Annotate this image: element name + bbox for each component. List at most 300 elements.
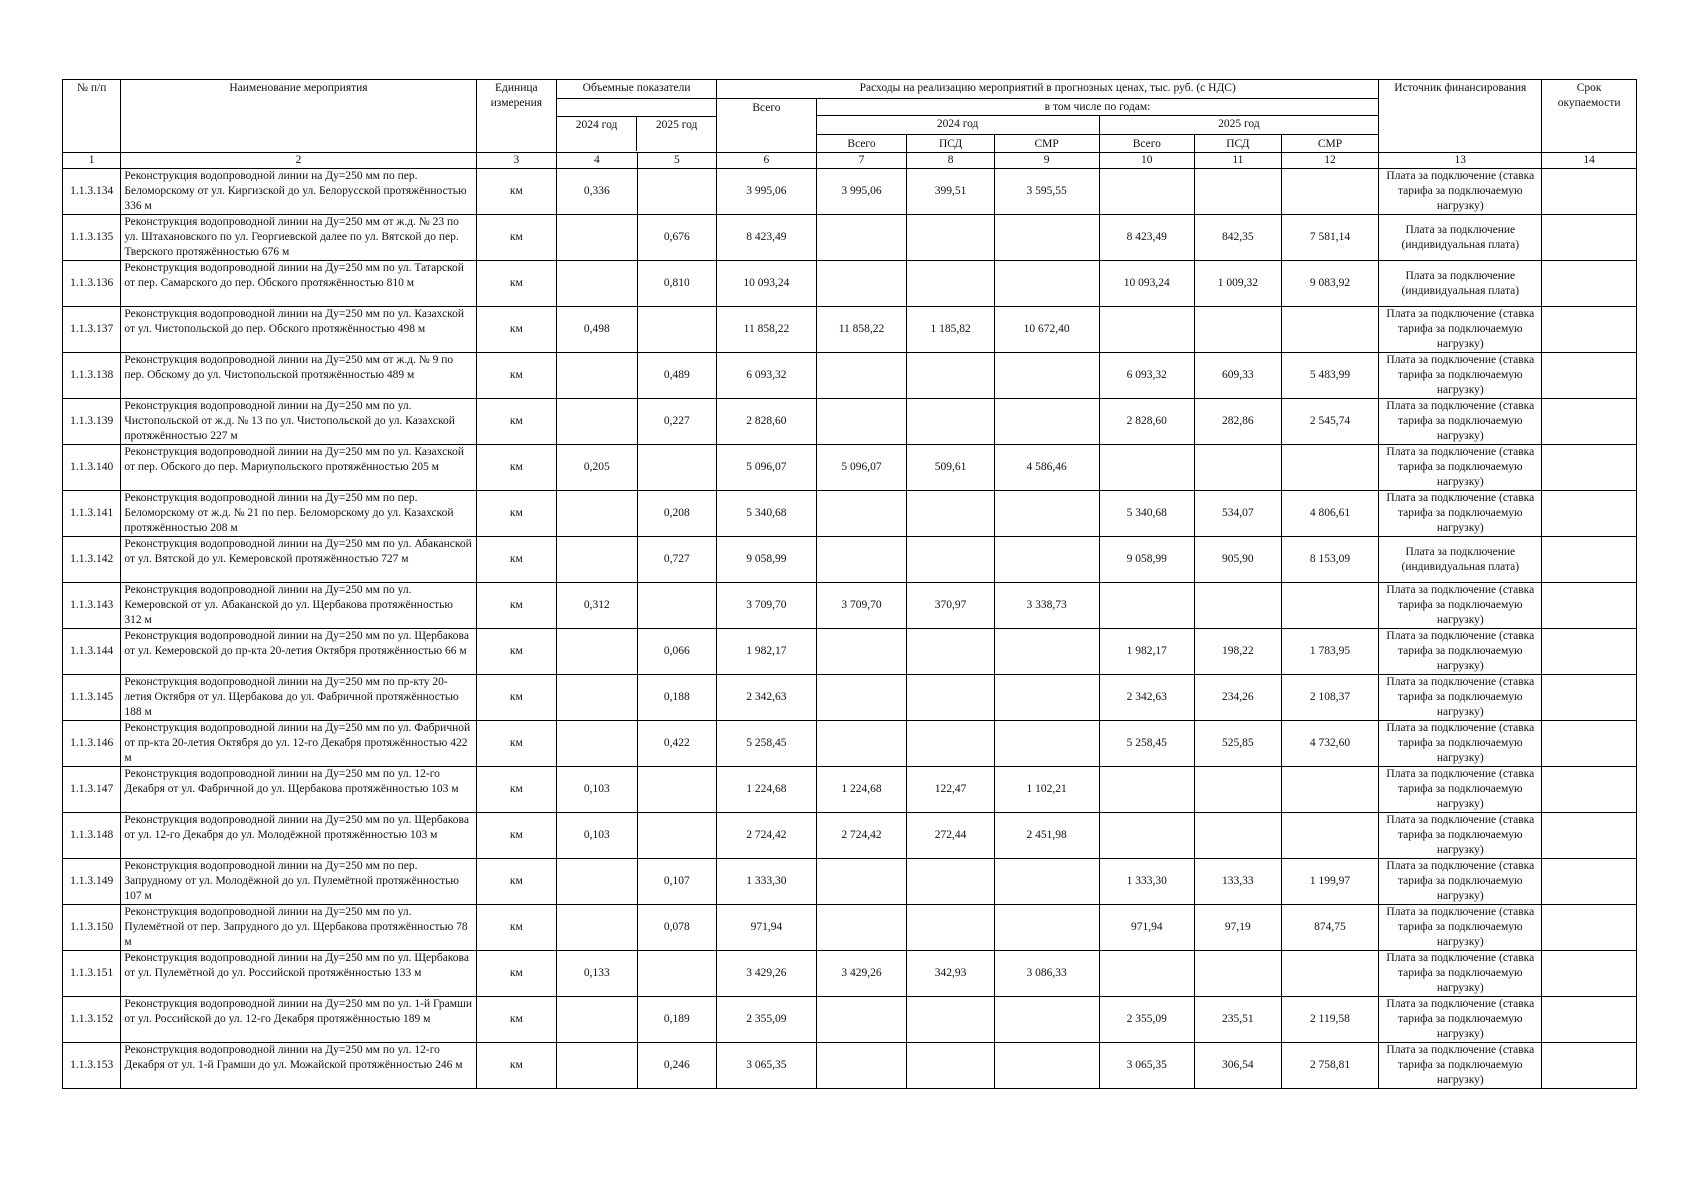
table-row: [63, 767, 1637, 813]
row-name-text: Реконструкция водопроводной линии на Ду=250 мм по ул. Щербакова от ул. 12-го Декабря до ул. Молодёжной протяжённостью 103 м: [124, 814, 469, 841]
row-2025-total: 2 828,60: [1099, 399, 1195, 445]
row-unit: км: [476, 813, 557, 859]
row-source-text: Плата за подключение (ставка тарифа за подключаемую нагрузку): [1386, 676, 1535, 718]
row-volume-2025: 0,208: [637, 491, 717, 537]
row-unit: км: [476, 307, 557, 353]
row-volume-2025: 0,188: [637, 675, 717, 721]
row-2024-psd: [907, 537, 995, 583]
row-2024-psd: 122,47: [907, 767, 995, 813]
row-source: [1379, 445, 1542, 491]
row-payback: [1542, 261, 1637, 307]
row-payback: [1542, 445, 1637, 491]
row-2025-smr: [1281, 307, 1379, 353]
header-source: Источник финансирования: [1379, 80, 1542, 153]
row-volume-2024: [557, 1043, 638, 1089]
row-payback: [1542, 1043, 1637, 1089]
column-number: 13: [1379, 153, 1542, 169]
row-source-text: Плата за подключение (ставка тарифа за подключаемую нагрузку): [1386, 814, 1535, 856]
row-name-text: Реконструкция водопроводной линии на Ду=250 мм по пр-кту 20-летия Октября от ул. Щербакова до ул. Фабричной протяжённостью 188 м: [124, 676, 459, 718]
row-payback: [1542, 353, 1637, 399]
row-total: 2 355,09: [717, 997, 817, 1043]
column-number: 10: [1099, 153, 1195, 169]
table-row: [63, 583, 1637, 629]
header-costs: Расходы на реализацию мероприятий в прогнозных ценах, тыс. руб. (с НДС): [717, 80, 1379, 99]
row-number: 1.1.3.138: [63, 353, 121, 399]
row-source-text: Плата за подключение (ставка тарифа за подключаемую нагрузку): [1386, 722, 1535, 764]
row-number: 1.1.3.135: [63, 215, 121, 261]
row-unit: км: [476, 721, 557, 767]
row-2025-psd: 534,07: [1195, 491, 1282, 537]
column-number: 2: [121, 153, 476, 169]
row-source: [1379, 169, 1542, 215]
row-total: 2 828,60: [717, 399, 817, 445]
row-total: 1 224,68: [717, 767, 817, 813]
table-row: [63, 859, 1637, 905]
header-volume-2025: 2025 год: [655, 118, 698, 131]
row-name: [121, 583, 476, 629]
row-volume-2024: 0,336: [557, 169, 638, 215]
row-source: [1379, 813, 1542, 859]
row-2025-psd: 234,26: [1195, 675, 1282, 721]
row-2025-psd: 905,90: [1195, 537, 1282, 583]
row-2024-smr: [994, 215, 1099, 261]
row-volume-2025: 0,227: [637, 399, 717, 445]
row-2024-total: [816, 215, 907, 261]
row-2024-smr: 10 672,40: [994, 307, 1099, 353]
row-volume-2025: [637, 813, 717, 859]
row-name: [121, 859, 476, 905]
row-name-text: Реконструкция водопроводной линии на Ду=250 мм по ул. Абаканской от ул. Вятской до ул. Кемеровской протяжённостью 727 м: [124, 538, 472, 565]
column-number: 8: [907, 153, 995, 169]
row-volume-2024: [557, 905, 638, 951]
row-source: [1379, 997, 1542, 1043]
row-2025-psd: [1195, 445, 1282, 491]
row-volume-2024: [557, 629, 638, 675]
row-volume-2025: 0,246: [637, 1043, 717, 1089]
row-number: 1.1.3.148: [63, 813, 121, 859]
row-2024-smr: 2 451,98: [994, 813, 1099, 859]
row-unit: км: [476, 675, 557, 721]
column-number: 7: [816, 153, 907, 169]
row-2024-smr: [994, 905, 1099, 951]
row-name: [121, 537, 476, 583]
row-source-text: Плата за подключение (ставка тарифа за подключаемую нагрузку): [1386, 906, 1535, 948]
row-volume-2024: [557, 215, 638, 261]
row-number: 1.1.3.144: [63, 629, 121, 675]
row-total: 3 429,26: [717, 951, 817, 997]
header-total: Всего: [717, 99, 817, 153]
table-row: [63, 215, 1637, 261]
table-row: [63, 721, 1637, 767]
row-name: [121, 629, 476, 675]
row-total: 2 342,63: [717, 675, 817, 721]
row-2024-smr: [994, 997, 1099, 1043]
row-2025-total: [1099, 307, 1195, 353]
row-name: [121, 491, 476, 537]
column-number: 3: [476, 153, 557, 169]
row-source: [1379, 537, 1542, 583]
row-2024-smr: [994, 537, 1099, 583]
table-row: [63, 261, 1637, 307]
row-volume-2024: [557, 353, 638, 399]
row-2025-total: [1099, 813, 1195, 859]
row-2025-smr: 7 581,14: [1281, 215, 1379, 261]
row-name: [121, 261, 476, 307]
row-payback: [1542, 721, 1637, 767]
row-2025-psd: [1195, 307, 1282, 353]
row-2025-total: 5 340,68: [1099, 491, 1195, 537]
row-unit: км: [476, 491, 557, 537]
row-2025-psd: [1195, 813, 1282, 859]
row-name-text: Реконструкция водопроводной линии на Ду=250 мм по пер. Беломорскому от ж.д. № 21 по пер. Беломорскому до ул. Казахской протяжённостью 208 м: [124, 492, 454, 534]
row-payback: [1542, 951, 1637, 997]
row-source: [1379, 307, 1542, 353]
row-unit: км: [476, 169, 557, 215]
row-volume-2025: [637, 951, 717, 997]
row-2025-total: 1 333,30: [1099, 859, 1195, 905]
row-payback: [1542, 675, 1637, 721]
row-payback: [1542, 767, 1637, 813]
investment-table: [62, 79, 1637, 1089]
row-name: [121, 997, 476, 1043]
column-number: 6: [717, 153, 817, 169]
table-row: [63, 997, 1637, 1043]
row-2024-psd: [907, 261, 995, 307]
header-2024: 2024 год: [816, 116, 1099, 135]
row-volume-2024: [557, 721, 638, 767]
row-name: [121, 905, 476, 951]
row-2024-total: [816, 1043, 907, 1089]
row-2024-psd: 509,61: [907, 445, 995, 491]
row-source: [1379, 721, 1542, 767]
row-number: 1.1.3.141: [63, 491, 121, 537]
row-2024-total: 11 858,22: [816, 307, 907, 353]
row-number: 1.1.3.139: [63, 399, 121, 445]
row-source-text: Плата за подключение (ставка тарифа за подключаемую нагрузку): [1386, 354, 1535, 396]
row-2024-smr: [994, 353, 1099, 399]
row-source-text: Плата за подключение (ставка тарифа за подключаемую нагрузку): [1386, 400, 1535, 442]
table-row: [63, 905, 1637, 951]
row-name-text: Реконструкция водопроводной линии на Ду=250 мм от ж.д. № 9 по пер. Обскому до ул. Чистопольской протяжённостью 489 м: [124, 354, 454, 381]
row-2024-psd: 272,44: [907, 813, 995, 859]
row-2024-psd: [907, 905, 995, 951]
row-2024-smr: [994, 399, 1099, 445]
row-volume-2024: [557, 859, 638, 905]
row-2025-smr: 2 545,74: [1281, 399, 1379, 445]
row-total: 3 995,06: [717, 169, 817, 215]
row-number: 1.1.3.145: [63, 675, 121, 721]
row-2024-total: [816, 261, 907, 307]
row-2025-total: 2 355,09: [1099, 997, 1195, 1043]
row-2025-psd: 198,22: [1195, 629, 1282, 675]
row-name-text: Реконструкция водопроводной линии на Ду=250 мм по пер. Беломорскому от ул. Киргизской до ул. Белорусской протяжённостью 336 м: [124, 170, 467, 212]
row-2025-smr: [1281, 445, 1379, 491]
row-2025-psd: 133,33: [1195, 859, 1282, 905]
row-source-text: Плата за подключение (индивидуальная плата): [1401, 223, 1520, 251]
row-volume-2024: [557, 261, 638, 307]
table-body: [63, 169, 1637, 1089]
row-total: 9 058,99: [717, 537, 817, 583]
row-2025-smr: 1 783,95: [1281, 629, 1379, 675]
row-source: [1379, 905, 1542, 951]
row-2024-smr: [994, 491, 1099, 537]
table-row: [63, 399, 1637, 445]
table-row: [63, 169, 1637, 215]
row-2025-smr: [1281, 767, 1379, 813]
row-2025-total: 2 342,63: [1099, 675, 1195, 721]
header-name: Наименование мероприятия: [121, 80, 476, 153]
row-total: 10 093,24: [717, 261, 817, 307]
row-2024-total: [816, 675, 907, 721]
header-payback: Срок окупаемости: [1542, 80, 1637, 153]
header-2024-smr: СМР: [994, 135, 1099, 153]
header-volume-2024: 2024 год: [557, 116, 637, 151]
column-number-row: [63, 153, 1637, 169]
header-2024-total: Всего: [816, 135, 907, 153]
row-total: 971,94: [717, 905, 817, 951]
row-volume-2024: 0,498: [557, 307, 638, 353]
row-2025-smr: 9 083,92: [1281, 261, 1379, 307]
row-name: [121, 813, 476, 859]
row-2025-total: 10 093,24: [1099, 261, 1195, 307]
row-2024-psd: [907, 675, 995, 721]
row-2024-smr: [994, 859, 1099, 905]
row-unit: км: [476, 767, 557, 813]
row-name-text: Реконструкция водопроводной линии на Ду=250 мм по ул. 12-го Декабря от ул. Фабричной до ул. Щербакова протяжённостью 103 м: [124, 768, 459, 795]
row-payback: [1542, 169, 1637, 215]
row-source: [1379, 399, 1542, 445]
row-2025-total: 5 258,45: [1099, 721, 1195, 767]
row-volume-2025: [637, 169, 717, 215]
row-volume-2024: 0,312: [557, 583, 638, 629]
row-2025-smr: [1281, 951, 1379, 997]
row-number: 1.1.3.137: [63, 307, 121, 353]
header-2024-psd: ПСД: [907, 135, 995, 153]
row-name: [121, 307, 476, 353]
row-source: [1379, 675, 1542, 721]
row-number: 1.1.3.143: [63, 583, 121, 629]
row-total: 6 093,32: [717, 353, 817, 399]
row-volume-2024: [557, 997, 638, 1043]
row-number: 1.1.3.140: [63, 445, 121, 491]
row-volume-2024: [557, 399, 638, 445]
row-volume-2024: [557, 537, 638, 583]
row-payback: [1542, 905, 1637, 951]
row-source: [1379, 629, 1542, 675]
row-volume-2024: 0,133: [557, 951, 638, 997]
table-row: [63, 629, 1637, 675]
row-2024-total: 1 224,68: [816, 767, 907, 813]
table-row: [63, 1043, 1637, 1089]
row-unit: км: [476, 951, 557, 997]
column-number: 14: [1542, 153, 1637, 169]
row-unit: км: [476, 1043, 557, 1089]
header-2025: 2025 год: [1099, 116, 1379, 135]
row-name: [121, 951, 476, 997]
column-number: 9: [994, 153, 1099, 169]
row-number: 1.1.3.136: [63, 261, 121, 307]
row-2024-smr: [994, 1043, 1099, 1089]
row-2024-total: [816, 491, 907, 537]
table-row: [63, 537, 1637, 583]
row-name-text: Реконструкция водопроводной линии на Ду=250 мм по ул. Щербакова от ул. Пулемётной до ул. Российской протяжённостью 133 м: [124, 952, 469, 979]
row-source-text: Плата за подключение (ставка тарифа за подключаемую нагрузку): [1386, 308, 1535, 350]
row-number: 1.1.3.152: [63, 997, 121, 1043]
row-2025-total: 1 982,17: [1099, 629, 1195, 675]
row-number: 1.1.3.153: [63, 1043, 121, 1089]
row-name-text: Реконструкция водопроводной линии на Ду=250 мм по ул. Фабричной от пр-кта 20-летия Октября до ул. 12-го Декабря протяжённостью 422 м: [124, 722, 471, 764]
header-2025-total: Всего: [1099, 135, 1195, 153]
header-2025-psd: ПСД: [1195, 135, 1282, 153]
row-name-text: Реконструкция водопроводной линии на Ду=250 мм по ул. 12-го Декабря от ул. 1-й Грамши до ул. Можайской протяжённостью 246 м: [124, 1044, 463, 1071]
row-source-text: Плата за подключение (ставка тарифа за подключаемую нагрузку): [1386, 998, 1535, 1040]
header-unit: Единица измерения: [476, 80, 557, 153]
row-total: 5 258,45: [717, 721, 817, 767]
table-row: [63, 445, 1637, 491]
row-2025-smr: 2 119,58: [1281, 997, 1379, 1043]
row-2024-total: [816, 721, 907, 767]
row-volume-2025: 0,676: [637, 215, 717, 261]
row-2024-total: [816, 353, 907, 399]
row-name-text: Реконструкция водопроводной линии на Ду=250 мм по ул. Чистопольской от ж.д. № 13 по ул. Чистопольской до ул. Казахской протяжённостью 227 м: [124, 400, 455, 442]
table-row: [63, 491, 1637, 537]
row-unit: км: [476, 629, 557, 675]
row-source-text: Плата за подключение (ставка тарифа за подключаемую нагрузку): [1386, 952, 1535, 994]
row-2024-psd: [907, 997, 995, 1043]
row-2024-smr: [994, 629, 1099, 675]
row-payback: [1542, 997, 1637, 1043]
row-2024-total: [816, 399, 907, 445]
row-payback: [1542, 859, 1637, 905]
row-2024-total: 3 709,70: [816, 583, 907, 629]
row-2024-psd: [907, 215, 995, 261]
row-2024-psd: 342,93: [907, 951, 995, 997]
row-unit: км: [476, 537, 557, 583]
row-volume-2024: 0,103: [557, 813, 638, 859]
row-2025-total: [1099, 169, 1195, 215]
row-2025-smr: [1281, 583, 1379, 629]
row-total: 1 982,17: [717, 629, 817, 675]
row-unit: км: [476, 859, 557, 905]
row-unit: км: [476, 905, 557, 951]
row-2024-total: 3 995,06: [816, 169, 907, 215]
header-num: № п/п: [63, 80, 121, 153]
row-name: [121, 215, 476, 261]
row-2024-psd: 399,51: [907, 169, 995, 215]
row-unit: км: [476, 445, 557, 491]
row-2025-smr: 874,75: [1281, 905, 1379, 951]
row-volume-2025: 0,810: [637, 261, 717, 307]
row-volume-2024: 0,103: [557, 767, 638, 813]
row-2025-smr: 2 758,81: [1281, 1043, 1379, 1089]
row-2025-psd: 282,86: [1195, 399, 1282, 445]
row-total: 3 709,70: [717, 583, 817, 629]
row-unit: км: [476, 583, 557, 629]
row-2025-psd: 842,35: [1195, 215, 1282, 261]
row-2025-psd: [1195, 951, 1282, 997]
row-number: 1.1.3.134: [63, 169, 121, 215]
row-2024-total: 5 096,07: [816, 445, 907, 491]
row-2025-psd: [1195, 583, 1282, 629]
row-number: 1.1.3.147: [63, 767, 121, 813]
row-2024-smr: [994, 675, 1099, 721]
row-source-text: Плата за подключение (ставка тарифа за подключаемую нагрузку): [1386, 492, 1535, 534]
row-volume-2025: [637, 583, 717, 629]
row-2025-psd: 97,19: [1195, 905, 1282, 951]
row-2024-total: [816, 537, 907, 583]
row-2025-smr: [1281, 169, 1379, 215]
row-2024-total: [816, 905, 907, 951]
row-number: 1.1.3.150: [63, 905, 121, 951]
row-unit: км: [476, 997, 557, 1043]
row-total: 2 724,42: [717, 813, 817, 859]
row-name: [121, 445, 476, 491]
row-source: [1379, 1043, 1542, 1089]
header-2025-smr: СМР: [1281, 135, 1379, 153]
row-volume-2025: [637, 445, 717, 491]
row-2025-smr: 4 806,61: [1281, 491, 1379, 537]
row-2025-smr: 2 108,37: [1281, 675, 1379, 721]
column-number: 1: [63, 153, 121, 169]
table-row: [63, 675, 1637, 721]
row-volume-2025: 0,078: [637, 905, 717, 951]
row-volume-2024: [557, 675, 638, 721]
row-source: [1379, 215, 1542, 261]
column-number: 4: [557, 153, 638, 169]
row-source-text: Плата за подключение (ставка тарифа за подключаемую нагрузку): [1386, 1044, 1535, 1086]
row-payback: [1542, 399, 1637, 445]
row-name-text: Реконструкция водопроводной линии на Ду=250 мм по ул. Пулемётной от пер. Запрудного до ул. Щербакова протяжённостью 78 м: [124, 906, 468, 948]
row-2024-total: [816, 629, 907, 675]
table-row: [63, 307, 1637, 353]
row-2024-total: [816, 997, 907, 1043]
row-total: 5 096,07: [717, 445, 817, 491]
row-2024-psd: [907, 859, 995, 905]
row-2024-smr: 3 595,55: [994, 169, 1099, 215]
header-volume: Объемные показатели: [557, 80, 717, 99]
row-2025-smr: 5 483,99: [1281, 353, 1379, 399]
row-number: 1.1.3.146: [63, 721, 121, 767]
row-2025-total: [1099, 951, 1195, 997]
row-payback: [1542, 583, 1637, 629]
row-source: [1379, 951, 1542, 997]
row-2024-total: 3 429,26: [816, 951, 907, 997]
row-2025-total: [1099, 583, 1195, 629]
row-source: [1379, 353, 1542, 399]
row-source: [1379, 859, 1542, 905]
row-2024-smr: 4 586,46: [994, 445, 1099, 491]
row-2025-psd: 525,85: [1195, 721, 1282, 767]
column-number: 5: [637, 153, 717, 169]
row-unit: км: [476, 353, 557, 399]
row-2025-total: 8 423,49: [1099, 215, 1195, 261]
row-total: 11 858,22: [717, 307, 817, 353]
row-2025-total: 6 093,32: [1099, 353, 1195, 399]
row-2024-psd: [907, 629, 995, 675]
row-name: [121, 169, 476, 215]
row-total: 1 333,30: [717, 859, 817, 905]
row-source-text: Плата за подключение (ставка тарифа за подключаемую нагрузку): [1386, 768, 1535, 810]
row-name-text: Реконструкция водопроводной линии на Ду=250 мм по ул. 1-й Грамши от ул. Российской до ул. 12-го Декабря протяжённостью 189 м: [124, 998, 473, 1025]
row-2024-psd: [907, 491, 995, 537]
row-2024-psd: [907, 1043, 995, 1089]
row-2025-psd: 306,54: [1195, 1043, 1282, 1089]
table-row: [63, 951, 1637, 997]
row-2024-psd: 370,97: [907, 583, 995, 629]
column-number: 11: [1195, 153, 1282, 169]
row-2025-smr: 8 153,09: [1281, 537, 1379, 583]
row-volume-2025: [637, 307, 717, 353]
